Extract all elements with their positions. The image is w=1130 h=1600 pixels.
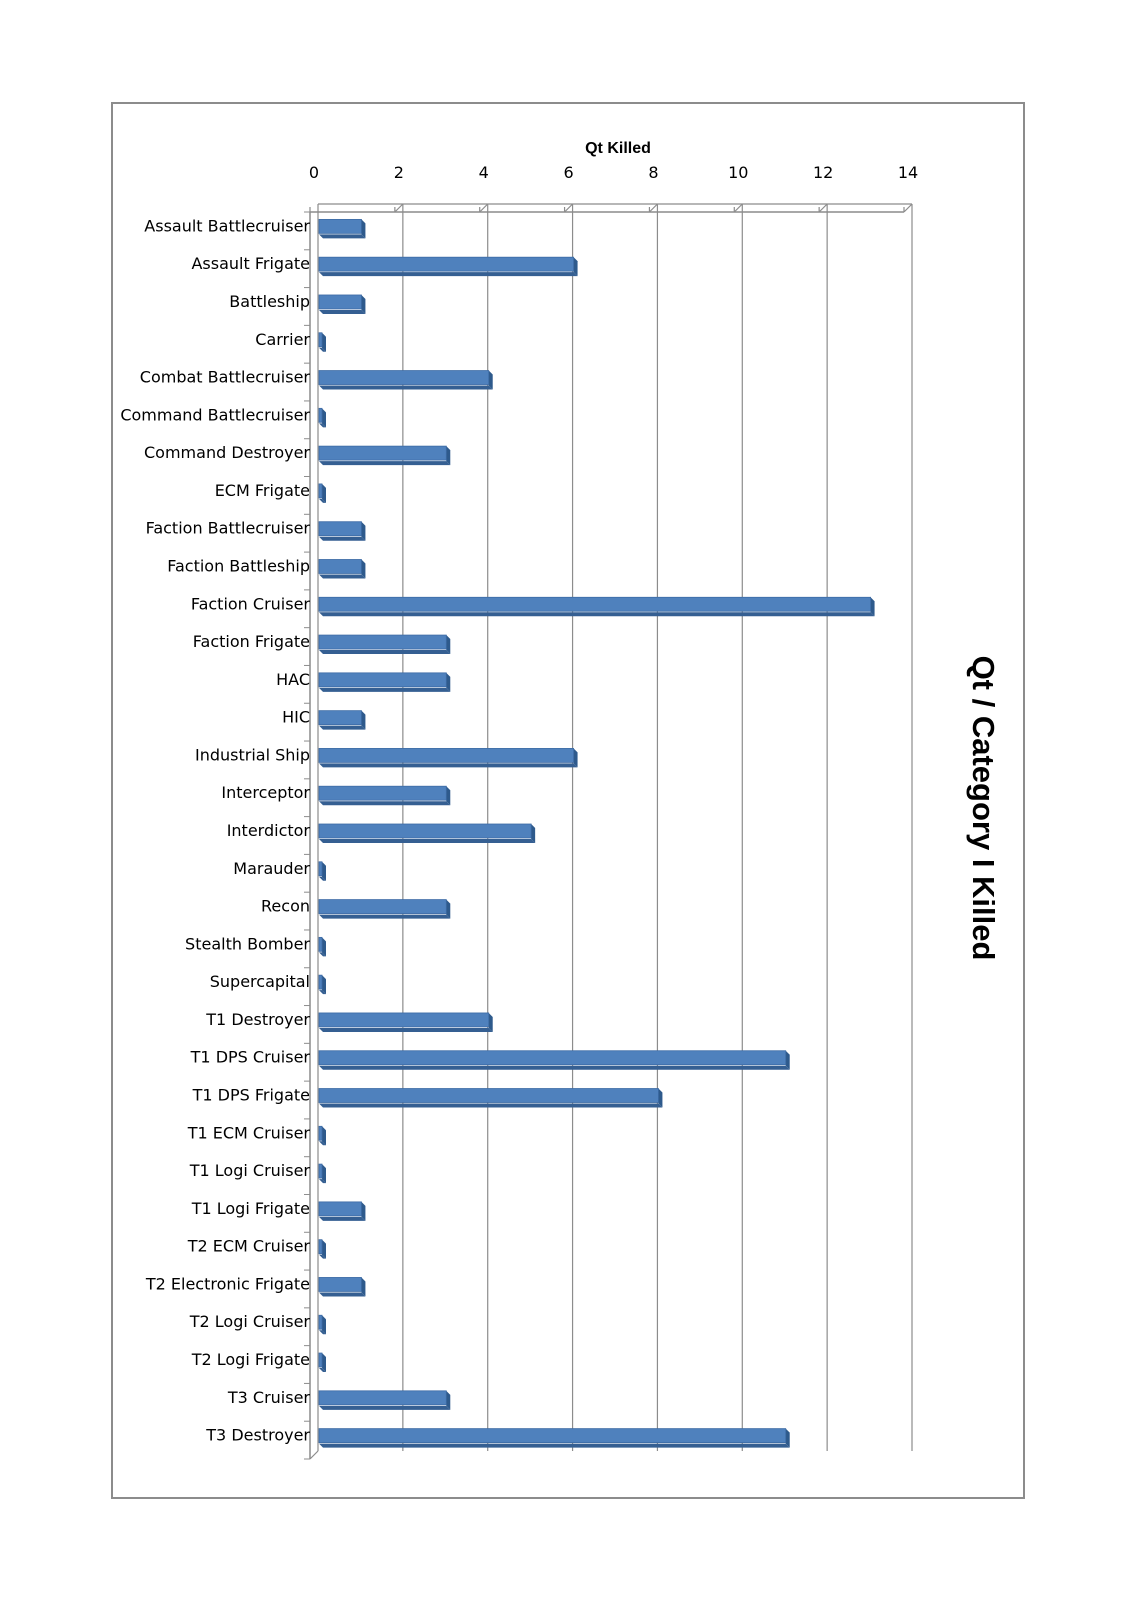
- bar-front-face: [319, 1126, 322, 1140]
- gridline-depth-2: [395, 204, 403, 212]
- bar-bottom-face: [319, 272, 578, 276]
- bar: [319, 1315, 326, 1334]
- bar-front-face: [319, 1089, 658, 1103]
- bar-front-face: [319, 975, 322, 989]
- bar: [319, 862, 326, 881]
- category-label: Battleship: [229, 291, 310, 311]
- category-label: Recon: [261, 896, 310, 916]
- bar-front-face: [319, 900, 446, 914]
- bar-front-face: [319, 1353, 322, 1367]
- gridline-depth-12: [819, 204, 827, 212]
- bar: [319, 635, 450, 654]
- bar: [319, 219, 365, 238]
- bar: [319, 484, 326, 503]
- category-label: T2 Logi Cruiser: [189, 1312, 310, 1332]
- bar-front-face: [319, 862, 322, 876]
- bar: [319, 975, 326, 994]
- bar: [319, 711, 365, 730]
- bar-bottom-face: [319, 801, 450, 805]
- bar-bottom-face: [319, 1444, 790, 1448]
- bar: [319, 1013, 493, 1032]
- bar-bottom-face: [319, 915, 450, 919]
- category-label: Faction Battlecruiser: [145, 518, 310, 538]
- bar-bottom-face: [319, 650, 450, 654]
- bar-front-face: [319, 295, 361, 309]
- bar-bottom-face: [319, 612, 875, 616]
- bar: [319, 786, 450, 805]
- bar-bottom-face: [319, 461, 450, 465]
- bar-bottom-face: [319, 726, 365, 730]
- bar-bottom-face: [319, 1028, 493, 1032]
- bar: [319, 333, 326, 352]
- x-tick-label: 14: [897, 163, 919, 182]
- bar-bottom-face: [319, 574, 365, 578]
- bar: [319, 900, 450, 919]
- bar-front-face: [319, 446, 446, 460]
- bar-front-face: [319, 257, 574, 271]
- x-tick-label: 4: [478, 163, 489, 182]
- bar-front-face: [319, 371, 489, 385]
- category-label: ECM Frigate: [214, 480, 310, 500]
- category-label: T2 Electronic Frigate: [145, 1274, 310, 1294]
- bar-bottom-face: [319, 1217, 365, 1221]
- category-label: Industrial Ship: [194, 745, 310, 765]
- x-tick-labels: [309, 163, 918, 182]
- category-label: HAC: [276, 669, 310, 689]
- bar-bottom-face: [319, 537, 365, 541]
- bar-front-face: [319, 1164, 322, 1178]
- bar-front-face: [319, 484, 322, 498]
- category-label: Interdictor: [226, 821, 310, 840]
- bar: [319, 824, 535, 843]
- category-label: T1 DPS Frigate: [192, 1085, 310, 1105]
- category-label: Command Destroyer: [144, 443, 310, 463]
- bar-bottom-face: [319, 1292, 365, 1296]
- bar: [319, 1089, 662, 1108]
- category-label: T2 ECM Cruiser: [187, 1236, 310, 1256]
- bar: [319, 937, 326, 956]
- x-tick-label: 0: [308, 163, 320, 182]
- bar-front-face: [319, 522, 361, 536]
- bar-front-face: [319, 786, 446, 800]
- x-axis-title: Qt Killed: [585, 140, 651, 157]
- y-axis-depth-edge: [310, 1451, 318, 1459]
- bar-bottom-face: [319, 688, 450, 692]
- bar: [319, 295, 365, 314]
- bar-front-face: [319, 1391, 446, 1405]
- x-tick-label: 8: [648, 163, 659, 182]
- category-label: T1 DPS Cruiser: [190, 1047, 310, 1067]
- category-label: Interceptor: [221, 783, 310, 803]
- bar-front-face: [319, 748, 574, 762]
- bar-bottom-face: [319, 1066, 790, 1070]
- category-label: Faction Cruiser: [190, 594, 310, 614]
- category-label: Assault Frigate: [191, 254, 310, 274]
- category-label: T1 Destroyer: [206, 1009, 310, 1029]
- x-tick-label: 2: [393, 163, 404, 182]
- category-label: Combat Battlecruiser: [139, 367, 310, 387]
- bar: [319, 1202, 365, 1221]
- bar: [319, 1277, 365, 1296]
- bar: [319, 446, 450, 465]
- bar-bottom-face: [319, 234, 365, 238]
- category-label: T1 Logi Frigate: [191, 1198, 310, 1218]
- bar-bottom-face: [319, 763, 578, 767]
- bar-front-face: [319, 635, 446, 649]
- category-label: Faction Battleship: [167, 556, 310, 576]
- bar-front-face: [319, 1051, 786, 1065]
- bar-front-face: [319, 597, 871, 611]
- bar: [319, 673, 450, 692]
- gridline-depth-8: [649, 204, 657, 212]
- category-label: Faction Frigate: [192, 632, 310, 652]
- bar: [319, 1391, 450, 1410]
- bar-front-face: [319, 219, 361, 233]
- x-tick-label: 6: [563, 163, 574, 182]
- bar-front-face: [319, 1277, 361, 1291]
- bar: [319, 1164, 326, 1183]
- bar: [319, 1353, 326, 1372]
- category-label: Marauder: [233, 858, 310, 878]
- category-label: T1 ECM Cruiser: [187, 1123, 310, 1143]
- category-label: T1 Logi Cruiser: [189, 1161, 310, 1181]
- category-label: Carrier: [255, 329, 310, 349]
- bar-bottom-face: [319, 386, 493, 390]
- bar: [319, 748, 578, 767]
- bar: [319, 559, 365, 578]
- bar-front-face: [319, 333, 322, 347]
- bar-front-face: [319, 1315, 322, 1329]
- bar-front-face: [319, 1240, 322, 1254]
- gridline-depth-4: [480, 204, 488, 212]
- category-label: Stealth Bomber: [185, 934, 310, 954]
- chart-title: Qt / Category I Killed: [966, 655, 1001, 961]
- bar-front-face: [319, 824, 531, 838]
- bar-bottom-face: [319, 839, 535, 843]
- bar-front-face: [319, 937, 322, 951]
- category-label: Supercapital: [209, 972, 310, 992]
- bar: [319, 371, 493, 390]
- category-label: T2 Logi Frigate: [191, 1350, 310, 1370]
- bar-bottom-face: [319, 1104, 662, 1108]
- bar: [319, 522, 365, 541]
- x-tick-label: 10: [728, 163, 749, 182]
- category-label: Command Battlecruiser: [120, 405, 310, 425]
- bar-front-face: [319, 673, 446, 687]
- category-label: HIC: [282, 707, 310, 727]
- bar-front-face: [319, 711, 361, 725]
- gridline-depth-14: [904, 204, 912, 212]
- bar: [319, 597, 875, 616]
- bar-front-face: [319, 1013, 489, 1027]
- bar: [319, 408, 326, 427]
- bar-bottom-face: [319, 310, 365, 314]
- bar: [319, 1240, 326, 1259]
- category-label: Assault Battlecruiser: [144, 216, 310, 236]
- x-tick-label: 12: [812, 163, 834, 182]
- bar-front-face: [319, 559, 361, 573]
- category-labels: [120, 216, 310, 1444]
- bar: [319, 1126, 326, 1145]
- gridline-depth-10: [734, 204, 742, 212]
- bar: [319, 1051, 790, 1070]
- bar-front-face: [319, 408, 322, 422]
- bar: [319, 1429, 790, 1448]
- bar-bottom-face: [319, 1406, 450, 1410]
- bar-front-face: [319, 1429, 786, 1443]
- gridline-depth-6: [565, 204, 573, 212]
- bar: [319, 257, 578, 276]
- category-label: T3 Cruiser: [227, 1387, 310, 1407]
- category-label: T3 Destroyer: [206, 1425, 310, 1445]
- bar-front-face: [319, 1202, 361, 1216]
